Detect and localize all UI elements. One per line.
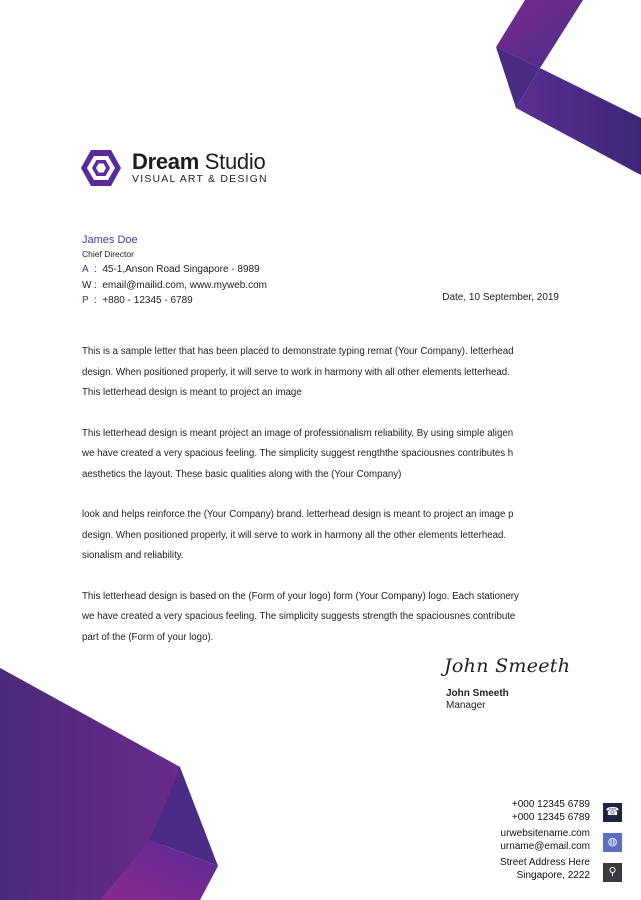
brand-name-light: Studio	[204, 149, 266, 174]
brand-logo	[132, 149, 268, 185]
sender-address-line: A : 45-1,Anson Road Singapore - 8989	[82, 262, 267, 278]
hexagon-logo-icon	[80, 148, 122, 188]
phone-key: P	[82, 295, 89, 306]
footer-contacts	[500, 799, 590, 882]
sender-web-line: W : email@mailid.com, www.myweb.com	[82, 278, 267, 294]
sender-address: 45-1,Anson Road Singapore - 8989	[102, 264, 260, 275]
paragraph	[82, 424, 564, 486]
address-key: A	[82, 264, 89, 275]
paragraph	[82, 505, 564, 567]
paragraph-line: we have created a very spacious feeling. The simplicity suggests strength the spaciousnes contribute	[82, 611, 516, 622]
paragraph	[82, 587, 564, 649]
paragraph-line: This letterhead design is based on the (Form of your logo) form (Your Company) logo. Each stationery	[82, 590, 519, 602]
contact-street: Street Address Here	[499, 857, 590, 868]
sender-role: Chief Director	[82, 249, 134, 259]
sender-web: email@mailid.com, www.myweb.com	[102, 279, 267, 291]
paragraph-line: design. When positioned properly, it will serve to work in harmony with all other elements letterhead.	[82, 366, 510, 378]
phone-icon: ☎	[603, 803, 622, 822]
globe-icon: ◍	[603, 833, 622, 852]
web-key: W	[82, 279, 92, 291]
paragraph-line: part of the (Form of your logo).	[82, 631, 214, 643]
contact-email: urname@email.com	[500, 840, 590, 852]
handwritten-signature: John Smeeth	[444, 655, 571, 677]
paragraph-line: look and helps reinforce the (Your Company) brand. letterhead design is meant to project an image p	[82, 509, 514, 520]
sender-name: James Doe	[82, 234, 138, 246]
paragraph-line: This letterhead design is meant to project an image	[82, 387, 302, 398]
letter-date: Date, 10 September, 2019	[442, 292, 559, 303]
paragraph-line: This letterhead design is meant project an image of professionalism reliability. By using simple aligen	[82, 427, 514, 439]
paragraph-line: sionalism and reliability.	[82, 550, 184, 561]
contact-website: urwebsitename.com	[500, 828, 590, 839]
paragraph-line: This is a sample letter that has been placed to demonstrate typing remat (Your Company). letterhead	[82, 346, 514, 357]
signer-role: Manager	[446, 700, 486, 711]
sender-phone-line: P : +880 - 12345 - 6789	[82, 293, 267, 309]
contact-phone-1: +000 12345 6789	[511, 799, 590, 810]
letter-body	[82, 342, 564, 668]
brand-name-bold: Dream	[132, 149, 199, 174]
paragraph-line: design. When positioned properly, it will serve to work in harmony all the other elements letterhead.	[82, 529, 507, 541]
paragraph	[82, 342, 564, 404]
paragraph-line: aesthetics the layout. These basic qualities along with the (Your Company)	[82, 468, 402, 480]
location-pin-icon: ⚲	[603, 863, 622, 882]
paragraph-line: we have created a very spacious feeling. The simplicity suggest rengththe spaciousnes contributes h	[82, 448, 514, 459]
sender-phone: +880 - 12345 - 6789	[102, 295, 193, 306]
signer-name: John Smeeth	[446, 688, 509, 699]
contact-phone-2: +000 12345 6789	[511, 811, 590, 823]
brand-name	[132, 149, 268, 175]
brand-tagline: VISUAL ART & DESIGN	[132, 173, 268, 185]
contact-city: Singapore, 2222	[516, 869, 590, 881]
sender-block	[82, 233, 267, 309]
